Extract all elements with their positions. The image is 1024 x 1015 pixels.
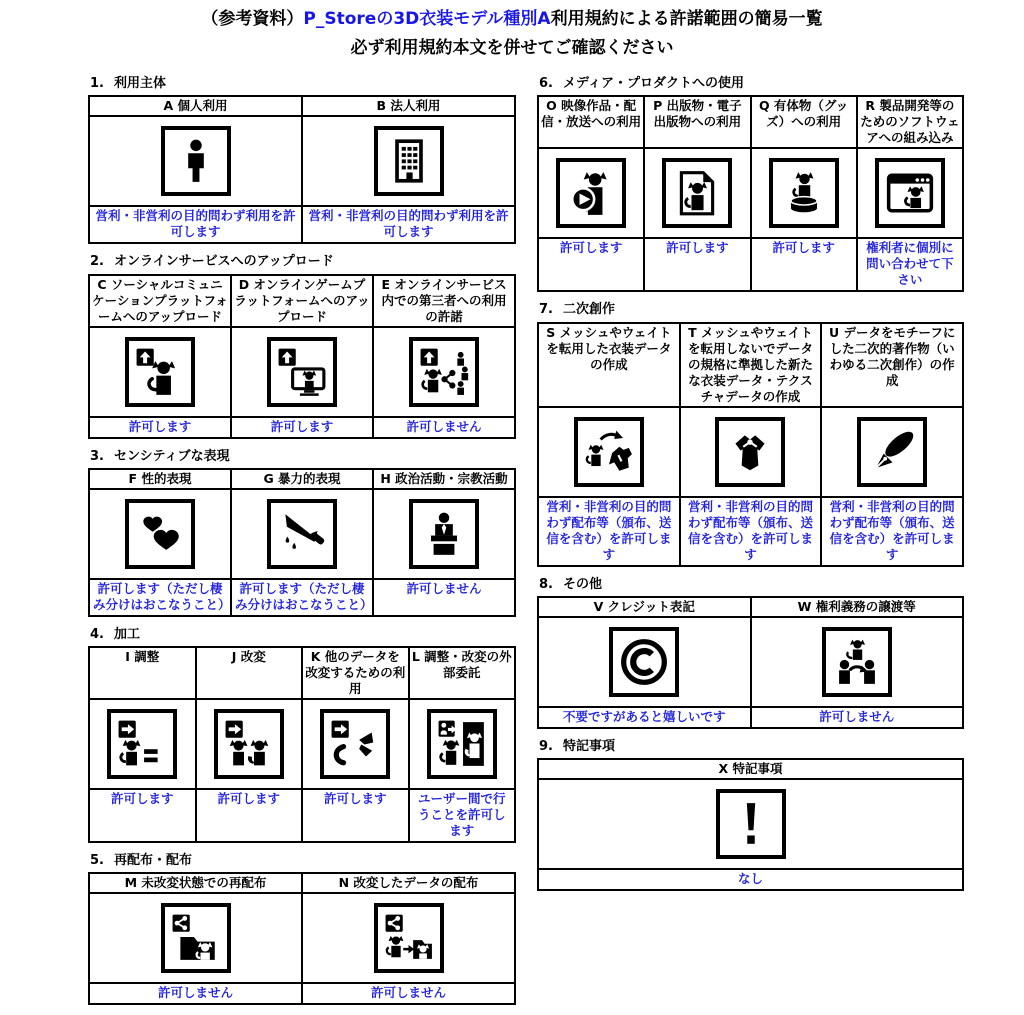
page-subtitle: 必ず利用規約本文を併せてご確認ください bbox=[350, 37, 674, 58]
item-label-cell: R 製品開発等のためのソフトウェアへの組み込み bbox=[857, 96, 963, 148]
permissions-table bbox=[537, 95, 964, 292]
item-result-cell: ユーザー間で行うことを許可します bbox=[409, 789, 516, 842]
section-number: 4. bbox=[90, 626, 104, 642]
icon-frame bbox=[107, 709, 177, 779]
item-label-cell: U データをモチーフにした二次的著作物（いわゆる二次創作）の作成 bbox=[821, 323, 963, 407]
item-label-cell: F 性的表現 bbox=[89, 469, 231, 489]
adjust-icon bbox=[117, 719, 167, 769]
section-title: 特記事項 bbox=[563, 738, 616, 754]
section-number: 3. bbox=[90, 448, 104, 464]
section-title: 二次創作 bbox=[563, 302, 616, 318]
icon-frame bbox=[161, 903, 231, 973]
table-header-row bbox=[538, 597, 963, 617]
upload-social-icon bbox=[135, 347, 185, 397]
permissions-table bbox=[537, 322, 964, 567]
item-label-cell: C ソーシャルコミュニケーションプラットフォームへのアップロード bbox=[89, 275, 231, 327]
icon-frame bbox=[715, 417, 785, 487]
item-icon-cell bbox=[857, 148, 963, 238]
icon-frame bbox=[267, 499, 337, 569]
section-heading bbox=[90, 853, 516, 869]
item-label-cell: N 改変したデータの配布 bbox=[302, 873, 515, 893]
table-header-row bbox=[89, 647, 515, 699]
section-heading bbox=[539, 302, 964, 318]
section-title: 利用主体 bbox=[114, 76, 167, 91]
item-icon-cell bbox=[644, 148, 750, 238]
permissions-table bbox=[88, 646, 516, 843]
transfer-icon bbox=[832, 637, 882, 687]
item-icon-cell bbox=[538, 148, 644, 238]
goods-icon bbox=[779, 168, 829, 218]
permissions-table bbox=[537, 596, 964, 729]
item-icon-cell bbox=[302, 116, 515, 206]
item-result-cell: なし bbox=[538, 869, 963, 890]
table-header-row bbox=[538, 759, 963, 779]
table-header-row bbox=[538, 96, 963, 148]
section-5 bbox=[88, 853, 516, 1005]
left-column bbox=[88, 76, 516, 1015]
section-number: 6. bbox=[539, 76, 553, 91]
item-icon-cell bbox=[231, 327, 373, 417]
icon-frame bbox=[320, 709, 390, 779]
item-icon-cell bbox=[302, 699, 409, 789]
table-icon-row bbox=[538, 407, 963, 497]
icon-frame bbox=[574, 417, 644, 487]
item-icon-cell bbox=[538, 407, 680, 497]
exclamation-icon bbox=[726, 799, 776, 849]
section-number: 1. bbox=[90, 76, 104, 91]
item-result-cell: 営利・非営利の目的問わず配布等（頒布、送信を含む）を許可します bbox=[538, 497, 680, 566]
building-icon bbox=[384, 136, 434, 186]
section-heading bbox=[539, 739, 964, 755]
item-result-cell: 許可します bbox=[89, 789, 196, 842]
section-title: 再配布・配布 bbox=[114, 853, 193, 868]
section-title: メディア・プロダクトへの使用 bbox=[563, 76, 744, 91]
item-icon-cell bbox=[89, 489, 231, 579]
section-2 bbox=[88, 254, 516, 438]
title-prefix: （参考資料） bbox=[201, 9, 304, 29]
item-label-cell: Q 有体物（グッズ）への利用 bbox=[751, 96, 857, 148]
item-icon-cell bbox=[538, 779, 963, 869]
page-title bbox=[0, 0, 1024, 31]
table-result-row bbox=[538, 238, 963, 291]
item-result-cell: 許可しません bbox=[89, 983, 302, 1004]
section-9 bbox=[537, 739, 964, 891]
item-result-cell: 許可します（ただし棲み分けはおこなうこと） bbox=[89, 579, 231, 616]
section-number: 9. bbox=[539, 738, 553, 754]
icon-frame bbox=[374, 903, 444, 973]
right-column bbox=[537, 76, 964, 901]
table-icon-row bbox=[89, 116, 515, 206]
video-icon bbox=[566, 168, 616, 218]
item-result-cell: 許可します（ただし棲み分けはおこなうこと） bbox=[231, 579, 373, 616]
table-result-row bbox=[89, 206, 515, 243]
modify-other-data-icon bbox=[330, 719, 380, 769]
upload-game-icon bbox=[277, 347, 327, 397]
hearts-icon bbox=[135, 509, 185, 559]
table-result-row bbox=[538, 497, 963, 566]
section-title: オンラインサービスへのアップロード bbox=[114, 254, 334, 270]
item-result-cell: 許可します bbox=[751, 238, 857, 291]
outsource-icon bbox=[437, 719, 487, 769]
table-result-row bbox=[89, 417, 515, 438]
item-result-cell: 許可します bbox=[89, 417, 231, 438]
item-result-cell: 許可します bbox=[196, 789, 303, 842]
table-icon-row bbox=[538, 779, 963, 869]
table-icon-row bbox=[538, 148, 963, 238]
item-label-cell: M 未改変状態での再配布 bbox=[89, 873, 302, 893]
section-number: 8. bbox=[539, 576, 553, 592]
item-label-cell: H 政治活動・宗教活動 bbox=[373, 469, 515, 489]
item-icon-cell bbox=[302, 893, 515, 983]
title-suffix: 利用規約による許諾範囲の簡易一覧 bbox=[550, 9, 823, 29]
item-label-cell: A 個人利用 bbox=[89, 96, 302, 116]
table-icon-row bbox=[538, 617, 963, 707]
section-number: 7. bbox=[539, 302, 553, 318]
item-label-cell: B 法人利用 bbox=[302, 96, 515, 116]
copyright-icon bbox=[619, 637, 669, 687]
table-header-row bbox=[89, 469, 515, 489]
item-label-cell: S メッシュやウェイトを転用した衣装データの作成 bbox=[538, 323, 680, 407]
item-label-cell: P 出版物・電子出版物への利用 bbox=[644, 96, 750, 148]
item-icon-cell bbox=[89, 893, 302, 983]
permissions-table bbox=[88, 95, 516, 244]
icon-frame bbox=[716, 789, 786, 859]
item-label-cell: T メッシュやウェイトを転用しないでデータの規格に準拠した新たな衣装データ・テクスチャデータの作成 bbox=[680, 323, 822, 407]
item-icon-cell bbox=[409, 699, 516, 789]
icon-frame bbox=[609, 627, 679, 697]
table-header-row bbox=[538, 323, 963, 407]
redistribute-icon bbox=[171, 913, 221, 963]
item-label-cell: G 暴力的表現 bbox=[231, 469, 373, 489]
item-icon-cell bbox=[538, 617, 751, 707]
item-icon-cell bbox=[89, 327, 231, 417]
item-icon-cell bbox=[751, 148, 857, 238]
permissions-table bbox=[88, 274, 516, 439]
item-result-cell: 許可しません bbox=[302, 983, 515, 1004]
item-result-cell: 許可します bbox=[644, 238, 750, 291]
software-icon bbox=[885, 168, 935, 218]
table-header-row bbox=[89, 96, 515, 116]
table-result-row bbox=[89, 983, 515, 1004]
section-heading bbox=[539, 76, 964, 92]
icon-frame bbox=[409, 337, 479, 407]
section-heading bbox=[90, 76, 516, 92]
item-icon-cell bbox=[680, 407, 822, 497]
item-label-cell: E オンラインサービス内での第三者への利用の許諾 bbox=[373, 275, 515, 327]
icon-frame bbox=[161, 126, 231, 196]
icon-frame bbox=[662, 158, 732, 228]
item-icon-cell bbox=[373, 489, 515, 579]
section-heading bbox=[90, 449, 516, 465]
icon-frame bbox=[769, 158, 839, 228]
item-icon-cell bbox=[821, 407, 963, 497]
icon-frame bbox=[214, 709, 284, 779]
item-result-cell: 許可します bbox=[538, 238, 644, 291]
section-heading bbox=[90, 627, 516, 643]
upload-third-party-icon bbox=[419, 347, 469, 397]
icon-frame bbox=[427, 709, 497, 779]
icon-frame bbox=[875, 158, 945, 228]
person-icon bbox=[171, 136, 221, 186]
icon-frame bbox=[556, 158, 626, 228]
table-result-row bbox=[538, 707, 963, 728]
table-icon-row bbox=[89, 489, 515, 579]
title-highlight: P_Storeの3D衣装モデル種別A bbox=[303, 9, 551, 29]
new-costume-icon bbox=[725, 427, 775, 477]
icon-frame bbox=[857, 417, 927, 487]
item-icon-cell bbox=[373, 327, 515, 417]
icon-frame bbox=[822, 627, 892, 697]
section-title: その他 bbox=[563, 576, 603, 592]
table-header-row bbox=[89, 275, 515, 327]
item-result-cell: 営利・非営利の目的問わず利用を許可します bbox=[302, 206, 515, 243]
section-number: 5. bbox=[90, 853, 104, 868]
item-result-cell: 営利・非営利の目的問わず配布等（頒布、送信を含む）を許可します bbox=[821, 497, 963, 566]
permissions-table bbox=[88, 468, 516, 617]
permissions-table bbox=[88, 872, 516, 1005]
section-title: 加工 bbox=[114, 626, 141, 642]
item-icon-cell bbox=[751, 617, 964, 707]
section-title: センシティブな表現 bbox=[114, 448, 230, 464]
section-1 bbox=[88, 76, 516, 244]
podium-icon bbox=[419, 509, 469, 559]
section-number: 2. bbox=[90, 254, 104, 270]
pen-icon bbox=[867, 427, 917, 477]
item-icon-cell bbox=[89, 116, 302, 206]
table-icon-row bbox=[89, 699, 515, 789]
item-result-cell: 許可しません bbox=[373, 417, 515, 438]
item-label-cell: L 調整・改変の外部委託 bbox=[409, 647, 516, 699]
table-icon-row bbox=[89, 327, 515, 417]
table-result-row bbox=[89, 789, 515, 842]
item-result-cell: 営利・非営利の目的問わず配布等（頒布、送信を含む）を許可します bbox=[680, 497, 822, 566]
item-icon-cell bbox=[196, 699, 303, 789]
knife-icon bbox=[277, 509, 327, 559]
item-label-cell: V クレジット表記 bbox=[538, 597, 751, 617]
icon-frame bbox=[409, 499, 479, 569]
item-result-cell: 権利者に個別に問い合わせて下さい bbox=[857, 238, 963, 291]
item-label-cell: K 他のデータを改変するための利用 bbox=[302, 647, 409, 699]
permissions-table bbox=[537, 758, 964, 891]
section-8 bbox=[537, 577, 964, 729]
icon-frame bbox=[374, 126, 444, 196]
item-label-cell: I 調整 bbox=[89, 647, 196, 699]
icon-frame bbox=[125, 499, 195, 569]
table-result-row bbox=[538, 869, 963, 890]
section-6 bbox=[537, 76, 964, 292]
item-result-cell: 許可します bbox=[302, 789, 409, 842]
section-heading bbox=[539, 577, 964, 593]
item-result-cell: 許可しません bbox=[373, 579, 515, 616]
distribute-modified-icon bbox=[384, 913, 434, 963]
item-label-cell: O 映像作品・配信・放送への利用 bbox=[538, 96, 644, 148]
mesh-reuse-icon bbox=[584, 427, 634, 477]
item-icon-cell bbox=[89, 699, 196, 789]
item-result-cell: 許可しません bbox=[751, 707, 964, 728]
item-result-cell: 営利・非営利の目的問わず利用を許可します bbox=[89, 206, 302, 243]
item-result-cell: 許可します bbox=[231, 417, 373, 438]
item-label-cell: X 特記事項 bbox=[538, 759, 963, 779]
section-3 bbox=[88, 449, 516, 617]
section-4 bbox=[88, 627, 516, 843]
publication-icon bbox=[672, 168, 722, 218]
item-label-cell: D オンラインゲームプラットフォームへのアップロード bbox=[231, 275, 373, 327]
item-icon-cell bbox=[231, 489, 373, 579]
section-7 bbox=[537, 302, 964, 566]
icon-frame bbox=[267, 337, 337, 407]
icon-frame bbox=[125, 337, 195, 407]
table-icon-row bbox=[89, 893, 515, 983]
section-heading bbox=[90, 254, 516, 270]
item-result-cell: 不要ですがあると嬉しいです bbox=[538, 707, 751, 728]
modify-icon bbox=[224, 719, 274, 769]
item-label-cell: W 権利義務の譲渡等 bbox=[751, 597, 964, 617]
table-header-row bbox=[89, 873, 515, 893]
table-result-row bbox=[89, 579, 515, 616]
item-label-cell: J 改変 bbox=[196, 647, 303, 699]
